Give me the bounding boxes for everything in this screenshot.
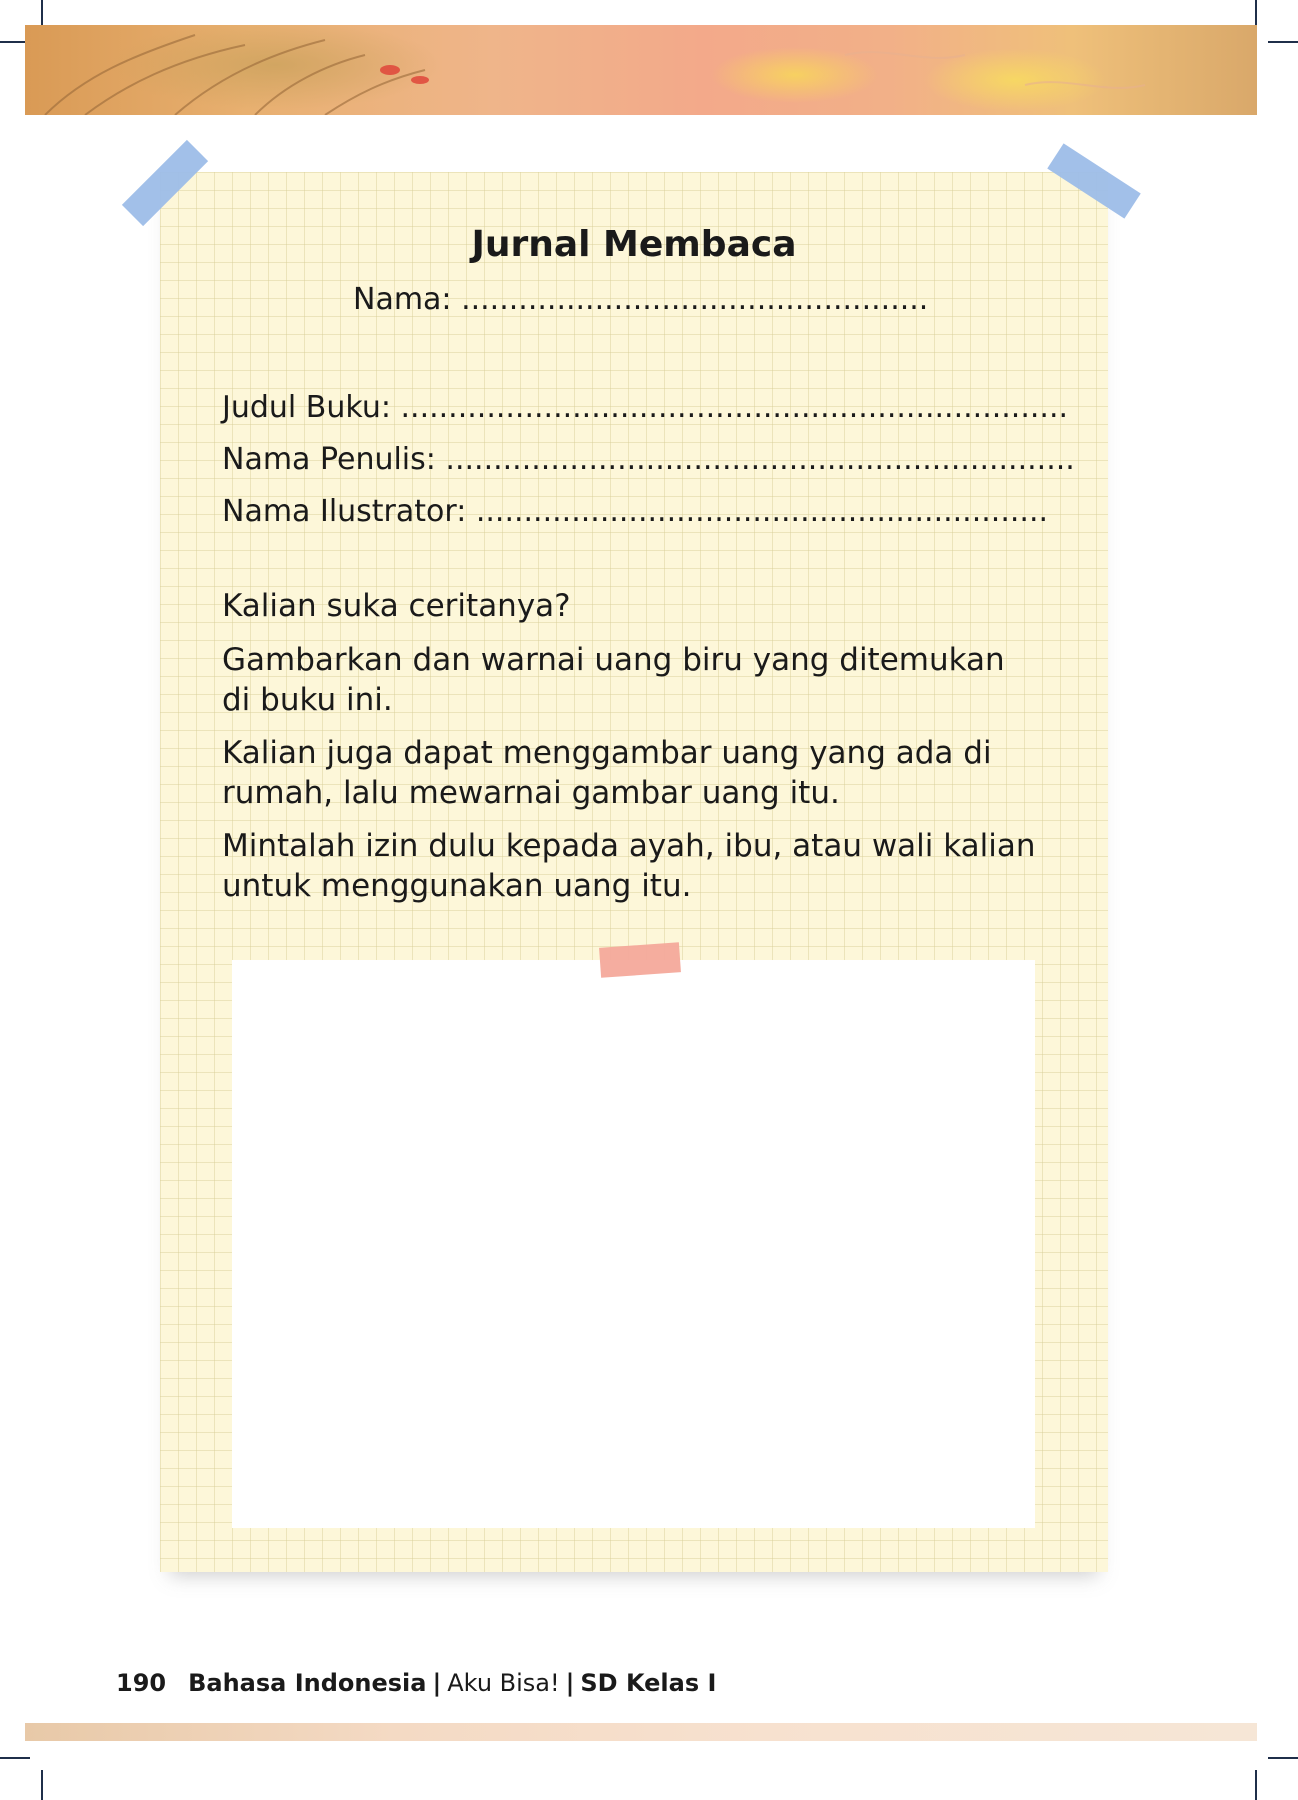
- footer-separator: |: [432, 1669, 442, 1697]
- footer-grade: SD Kelas I: [580, 1669, 717, 1697]
- bottom-decorative-banner: [25, 1723, 1257, 1741]
- crop-mark-bottom-left-h: [0, 1757, 30, 1759]
- journal-title: Jurnal Membaca: [471, 224, 797, 265]
- footer-separator: |: [565, 1669, 575, 1697]
- page-footer: [116, 1669, 716, 1697]
- top-decorative-banner: [25, 25, 1257, 115]
- footer-book: Aku Bisa!: [447, 1669, 560, 1697]
- crop-mark-bottom-right-v: [1255, 1770, 1257, 1800]
- tape-pink: [599, 942, 681, 978]
- illustrator-field: Nama Ilustrator: ............................................................: [222, 494, 1049, 529]
- author-field: Nama Penulis: ..................................................................: [222, 442, 1075, 477]
- crop-mark-top-right-h: [1268, 41, 1298, 43]
- name-field: Nama: .................................................: [353, 282, 929, 317]
- instruction-question: Kalian suka ceritanya?: [222, 588, 571, 624]
- banner-grass-illustration: [25, 25, 1257, 115]
- instruction-permission: Mintalah izin dulu kepada ayah, ibu, atau wali kalian untuk menggunakan uang itu.: [222, 828, 1036, 904]
- book-title-field: Judul Buku: ......................................................................: [222, 390, 1069, 425]
- crop-mark-bottom-right-h: [1268, 1757, 1298, 1759]
- crop-mark-bottom-left-v: [41, 1770, 43, 1800]
- instruction-draw-home: Kalian juga dapat menggambar uang yang ada di rumah, lalu mewarnai gambar uang itu.: [222, 735, 992, 811]
- page-number: 190: [116, 1669, 167, 1697]
- footer-subject: Bahasa Indonesia: [188, 1669, 427, 1697]
- instruction-draw: Gambarkan dan warnai uang biru yang ditemukan di buku ini.: [222, 642, 1005, 718]
- drawing-area[interactable]: [232, 960, 1035, 1528]
